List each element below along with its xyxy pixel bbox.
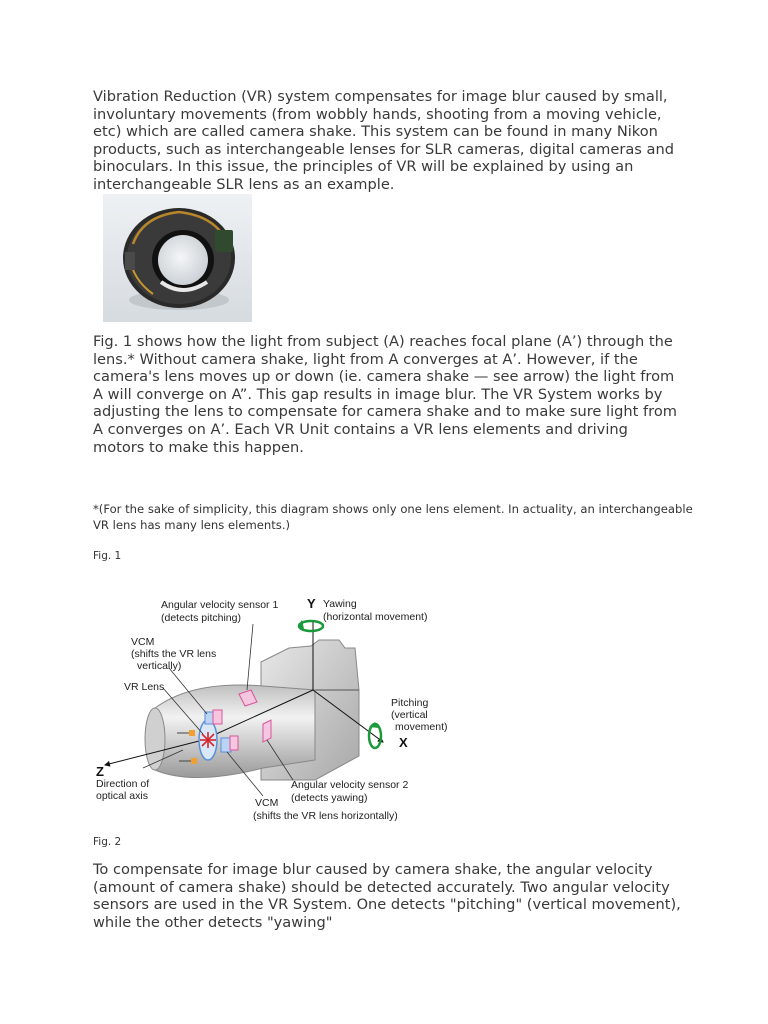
direction-label-line2: optical axis bbox=[96, 790, 148, 802]
lens-barrel bbox=[155, 685, 315, 778]
sensor2-label-line2: (detects yawing) bbox=[291, 792, 368, 804]
vr-lens-label: VR Lens bbox=[124, 681, 165, 693]
direction-label-line1: Direction of bbox=[96, 778, 150, 790]
sensor1-label-line2: (detects pitching) bbox=[161, 612, 241, 624]
footnote: *(For the sake of simplicity, this diagram shows only one lens element. In actuality, an interchangeable VR lens has many lens elements.) bbox=[93, 502, 693, 532]
vr-system-diagram bbox=[93, 590, 473, 830]
pitching-label-line3: movement) bbox=[395, 721, 448, 733]
angular-velocity-sensor-2 bbox=[263, 720, 271, 742]
z-axis-label: Z bbox=[96, 764, 104, 779]
fig1-caption: Fig. 1 bbox=[93, 550, 122, 562]
x-axis-label: X bbox=[399, 735, 408, 750]
vcm-top-label-line1: VCM bbox=[131, 636, 155, 648]
vr-unit-photo bbox=[103, 194, 252, 322]
y-axis-label: Y bbox=[307, 596, 316, 611]
yawing-label-line2: (horizontal movement) bbox=[323, 611, 428, 623]
pitching-label-line2: (vertical bbox=[391, 709, 428, 721]
fig2-caption: Fig. 2 bbox=[93, 836, 122, 848]
sensor1-label-line1: Angular velocity sensor 1 bbox=[161, 599, 279, 611]
sensor2-label-line1: Angular velocity sensor 2 bbox=[291, 779, 409, 791]
vcm-top-label-line2: (shifts the VR lens bbox=[131, 648, 217, 660]
sensors-paragraph: To compensate for image blur caused by camera shake, the angular velocity (amount of camera shake) should be detected accurately. Two angular velocity sensors are used in the VR System. One detects "pitching" (vertical movement), while the other detects "yawing" bbox=[93, 861, 681, 931]
intro-paragraph: Vibration Reduction (VR) system compensates for image blur caused by small, involuntary movements (from wobbly hands, shooting from a moving vehicle, etc) which are called camera shake. This system can be found in many Nikon products, such as interchangeable lenses for SLR cameras, digital cameras and binoculars. In this issue, the principles of VR will be explained by using an interchangeable SLR lens as an example. bbox=[93, 88, 674, 193]
vcm-top-label-line3: vertically) bbox=[137, 660, 182, 672]
vcm-bottom-label-line1: VCM bbox=[255, 797, 279, 809]
yawing-label-line1: Yawing bbox=[323, 598, 357, 610]
fig1-explanation-paragraph: Fig. 1 shows how the light from subject (A) reaches focal plane (A’) through the lens.* Without camera shake, light from A converges at A’. However, if the camera's lens moves up or down (ie. camera shake — see arrow) the light from A will converge on A”. This gap results in image blur. The VR System works by adjusting the lens to compensate for camera shake and to make sure light from A converges on A’. Each VR Unit contains a VR lens elements and driving motors to make this happen. bbox=[93, 333, 677, 456]
pitching-label-line1: Pitching bbox=[391, 697, 429, 709]
vcm-bottom-label-line2: (shifts the VR lens horizontally) bbox=[253, 810, 398, 822]
